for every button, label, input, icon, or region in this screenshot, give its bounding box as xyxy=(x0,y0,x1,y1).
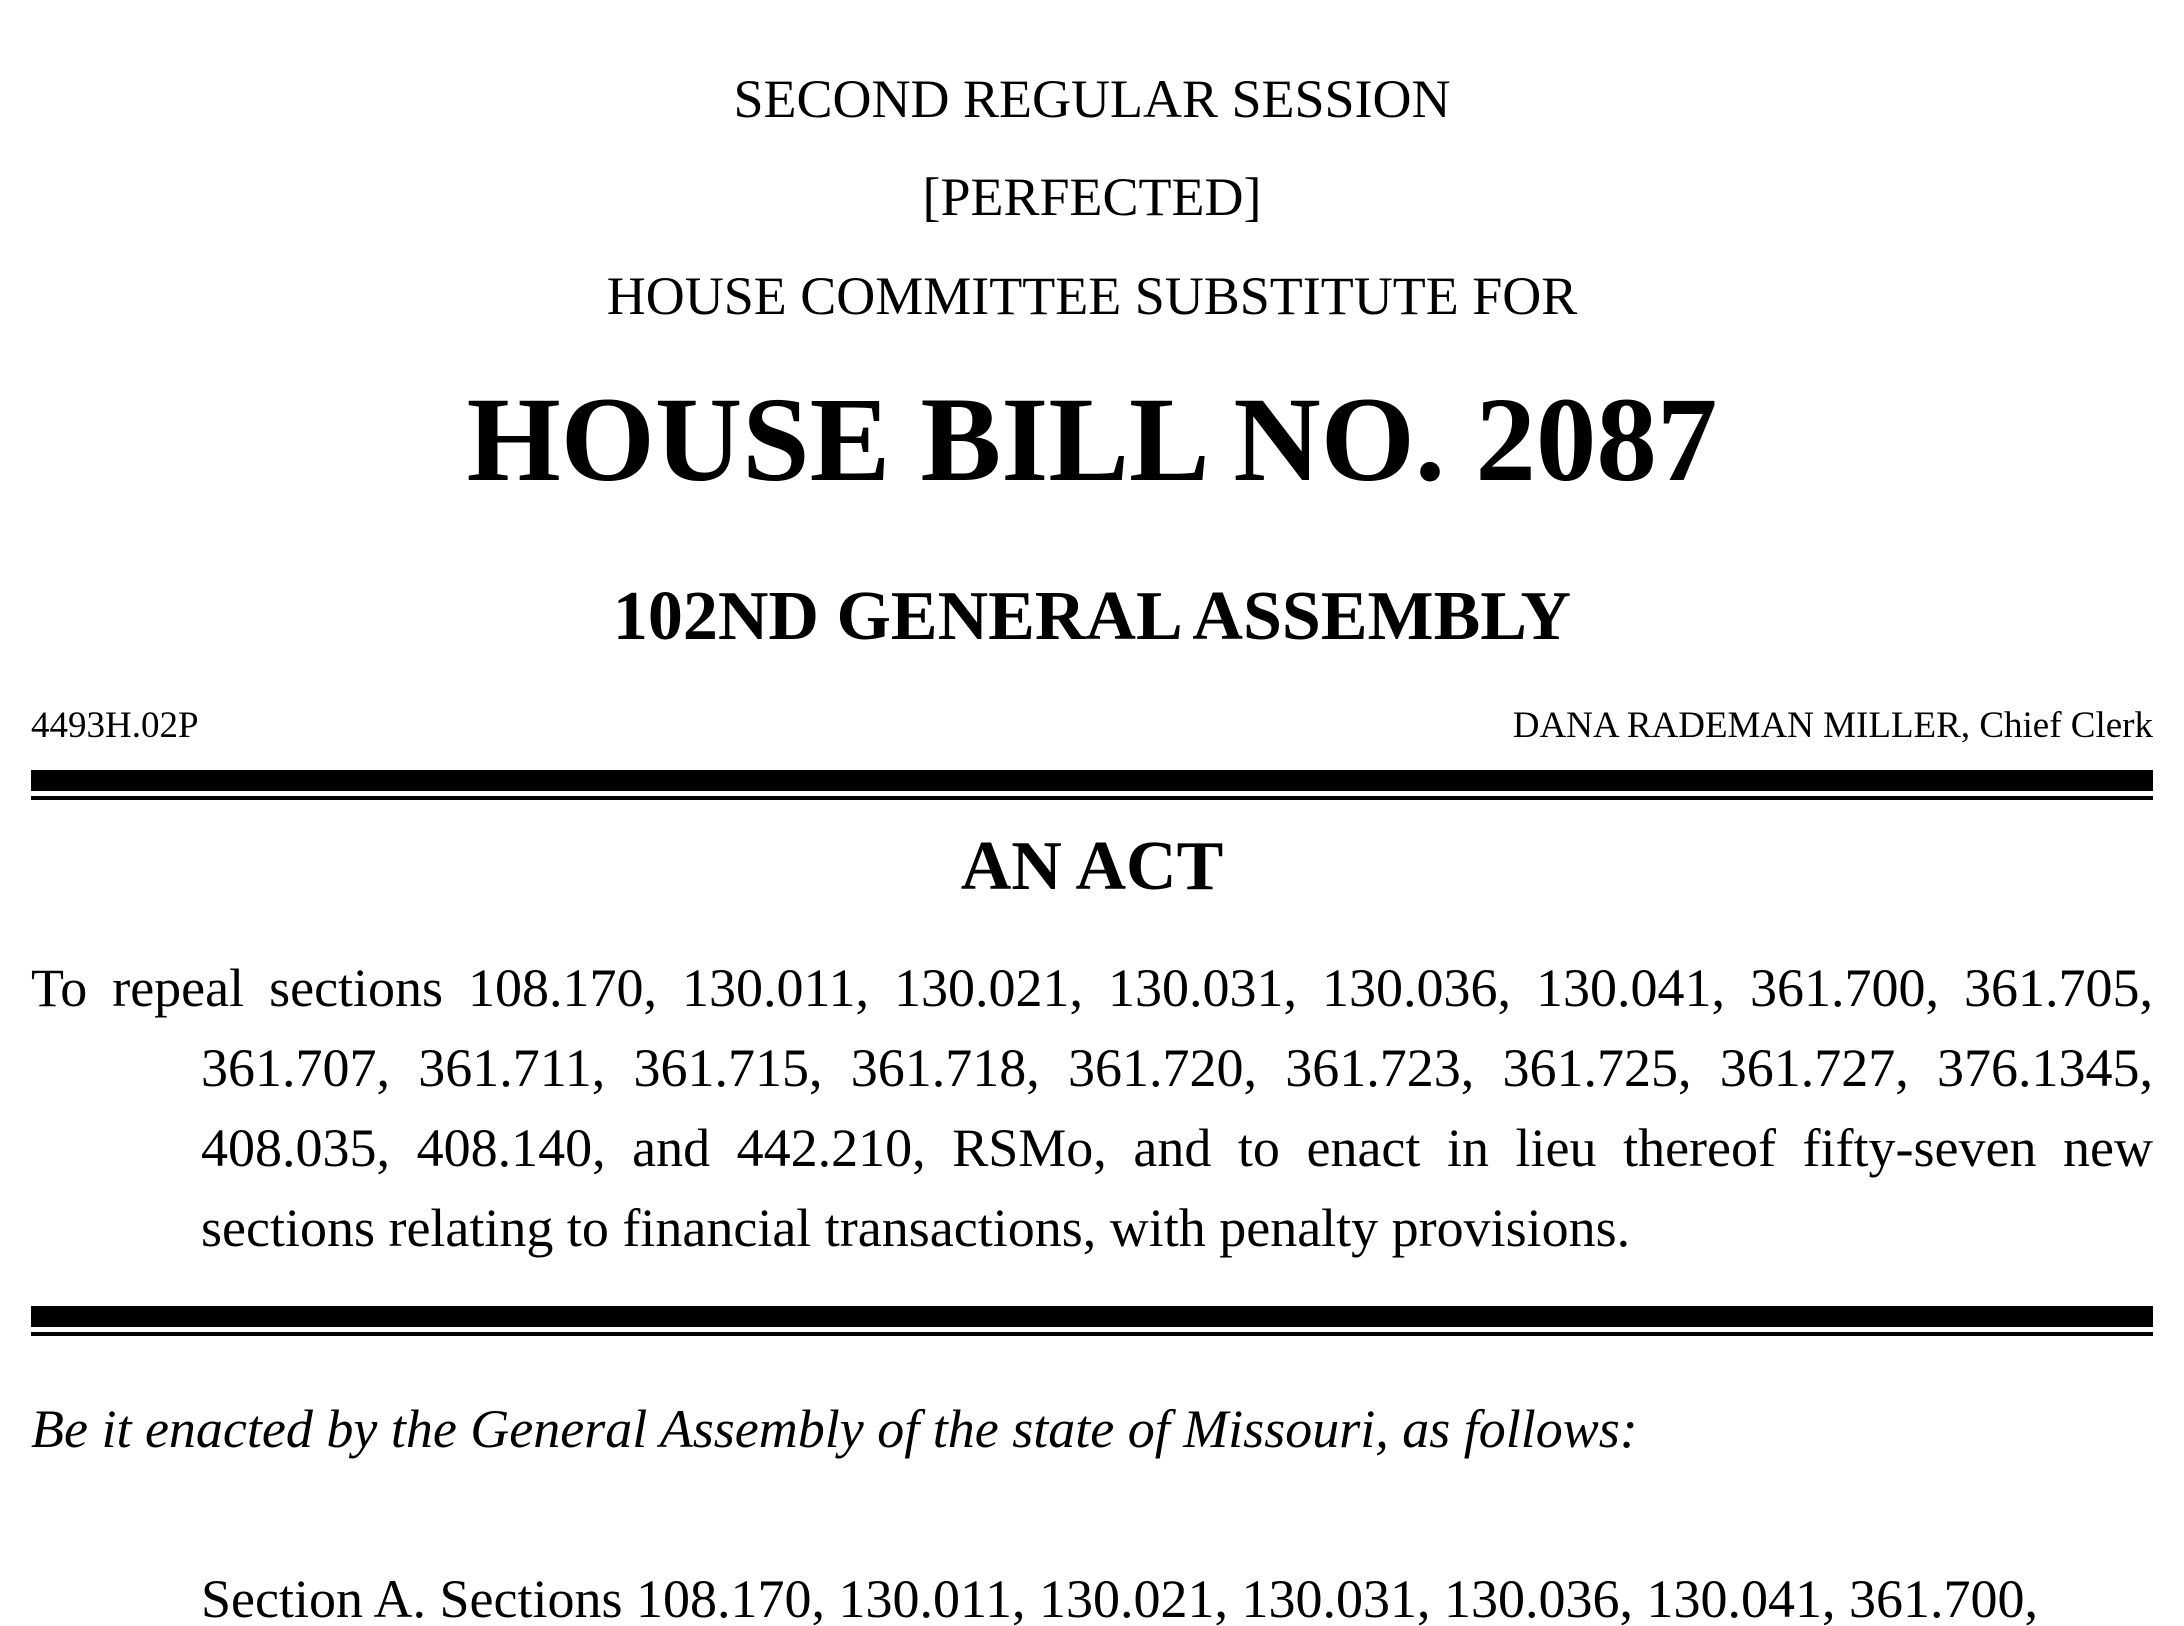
bill-title: HOUSE BILL NO. 2087 xyxy=(466,373,1718,507)
bottom-rule-thick xyxy=(31,1306,2153,1327)
substitute-heading: HOUSE COMMITTEE SUBSTITUTE FOR xyxy=(606,266,1578,326)
top-rule-thin xyxy=(31,796,2153,800)
assembly-heading: 102ND GENERAL ASSEMBLY xyxy=(612,578,1572,655)
act-title: To repeal sections 108.170, 130.011, 130.021, 130.031, 130.036, 130.041, 361.700, 361.705, 361.707, 361.711, 361.715, 361.718, 361.720, 361.723, 361.725, 361.727, 376.1345, 408.035, 408.140, and 442.210, RSMo, and to enact in lieu thereof fifty-seven new sections relating to financial transactions, with penalty provisions. xyxy=(31,958,2153,1258)
chief-clerk: DANA RADEMAN MILLER, Chief Clerk xyxy=(1512,705,2153,746)
bottom-rule-thin xyxy=(31,1332,2153,1336)
act-heading: AN ACT xyxy=(960,828,1224,905)
section-a-text: Section A. Sections 108.170, 130.011, 130.021, 130.031, 130.036, 130.041, 361.700, xyxy=(201,1572,2038,1626)
bill-status: [PERFECTED] xyxy=(922,167,1262,227)
enacting-clause: Be it enacted by the General Assembly of the state of Missouri, as follows: xyxy=(31,1399,1638,1459)
session-heading: SECOND REGULAR SESSION xyxy=(733,69,1451,129)
document-code: 4493H.02P xyxy=(31,705,199,746)
top-rule-thick xyxy=(31,770,2153,791)
